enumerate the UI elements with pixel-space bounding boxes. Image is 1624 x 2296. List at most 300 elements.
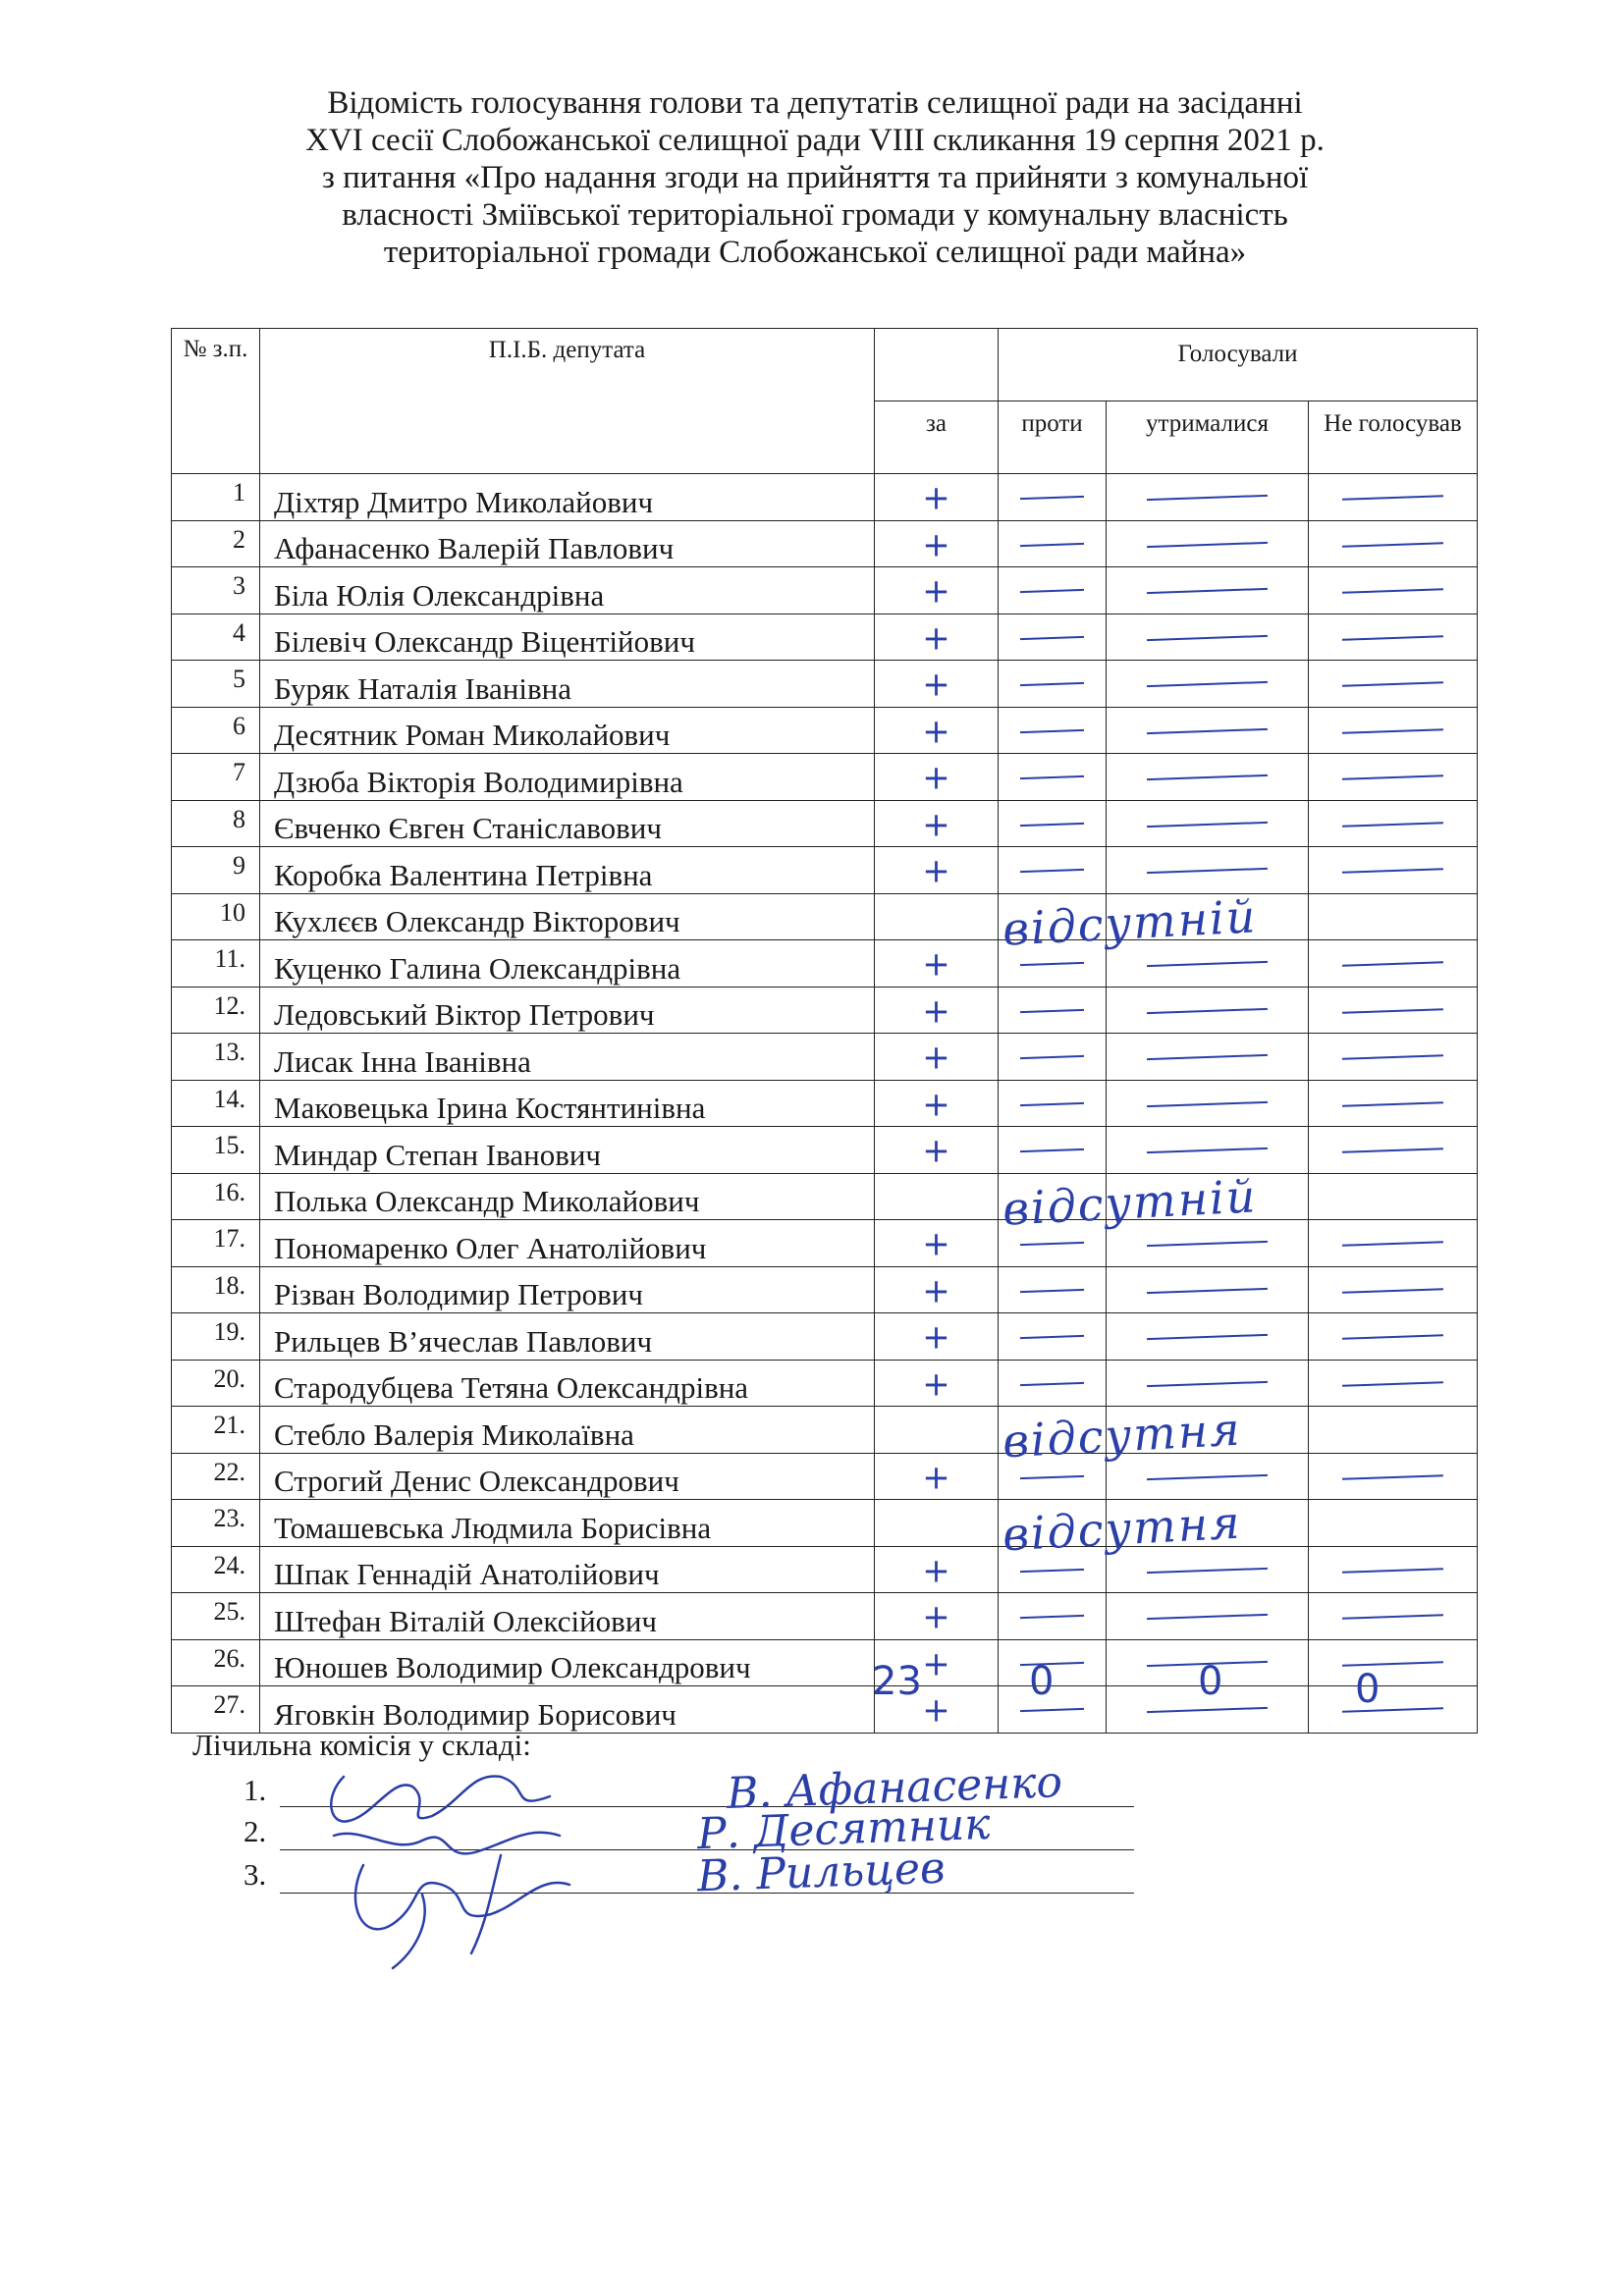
- row-number: 5: [172, 661, 260, 708]
- row-number: 6: [172, 707, 260, 754]
- row-number: 23.: [172, 1500, 260, 1547]
- deputy-row: [172, 987, 1478, 1034]
- header-not-voted: Не голосував: [1309, 401, 1478, 474]
- deputy-name: Коробка Валентина Петрівна: [260, 847, 875, 894]
- vote-cell-for: [875, 754, 999, 801]
- vote-cell-not-voted: [1309, 614, 1478, 661]
- vote-cell-for: [875, 847, 999, 894]
- vote-cell-abstained: [1107, 1407, 1309, 1454]
- row-number: 14.: [172, 1080, 260, 1127]
- vote-cell-not-voted: [1309, 1453, 1478, 1500]
- row-number: 8: [172, 800, 260, 847]
- vote-cell-abstained: [1107, 893, 1309, 940]
- member-number: 3.: [244, 1857, 267, 1892]
- header-name: П.І.Б. депутата: [260, 329, 875, 474]
- vote-cell-for: [875, 1266, 999, 1313]
- plus-mark-icon: +: [922, 851, 950, 891]
- dash-mark-icon: [1147, 1381, 1268, 1387]
- vote-cell-for: [875, 1034, 999, 1081]
- dash-mark-icon: [1147, 1148, 1268, 1153]
- dash-mark-icon: [1342, 681, 1443, 687]
- dash-mark-icon: [1147, 1568, 1268, 1574]
- deputy-row: [172, 1360, 1478, 1407]
- vote-cell-not-voted: [1309, 800, 1478, 847]
- vote-cell-against: [999, 1593, 1107, 1640]
- vote-cell-against: [999, 614, 1107, 661]
- dash-mark-icon: [1020, 1289, 1084, 1293]
- vote-cell-for: [875, 1220, 999, 1267]
- member-signature-name: В. Рильцев: [696, 1842, 947, 1902]
- row-number: 2: [172, 520, 260, 567]
- vote-cell-abstained: [1107, 474, 1309, 521]
- dash-mark-icon: [1020, 1242, 1084, 1246]
- total-for: 23: [872, 1659, 922, 1704]
- dash-mark-icon: [1020, 962, 1084, 966]
- row-number: 3: [172, 567, 260, 614]
- deputy-name: Томашевська Людмила Борисівна: [260, 1500, 875, 1547]
- vote-cell-for: [875, 1453, 999, 1500]
- vote-cell-not-voted: [1309, 1266, 1478, 1313]
- vote-cell-against: [999, 1220, 1107, 1267]
- title-line: територіальної громади Слобожанської селищної ради майна»: [383, 235, 1247, 270]
- dash-mark-icon: [1147, 961, 1268, 967]
- deputy-name: Штефан Віталій Олексійович: [260, 1593, 875, 1640]
- deputy-name: Куценко Галина Олександрівна: [260, 940, 875, 988]
- vote-cell-against: [999, 847, 1107, 894]
- dash-mark-icon: [1020, 1009, 1084, 1013]
- vote-cell-against: [999, 1453, 1107, 1500]
- dash-mark-icon: [1020, 1335, 1084, 1339]
- deputy-name: Різван Володимир Петрович: [260, 1266, 875, 1313]
- deputy-name: Кухлєєв Олександр Вікторович: [260, 893, 875, 940]
- deputy-row: [172, 1266, 1478, 1313]
- dash-mark-icon: [1020, 1055, 1084, 1059]
- vote-cell-abstained: [1107, 661, 1309, 708]
- vote-cell-abstained: [1107, 1220, 1309, 1267]
- dash-mark-icon: [1147, 822, 1268, 828]
- dash-mark-icon: [1342, 495, 1443, 501]
- vote-cell-against: [999, 1407, 1107, 1454]
- dash-mark-icon: [1342, 774, 1443, 780]
- row-number: 25.: [172, 1593, 260, 1640]
- deputy-name: Пономаренко Олег Анатолійович: [260, 1220, 875, 1267]
- vote-cell-not-voted: [1309, 1593, 1478, 1640]
- title-line: XVI сесії Слобожанської селищної ради VIII скликання 19 серпня 2021 р.: [305, 123, 1325, 158]
- vote-cell-not-voted: [1309, 1360, 1478, 1407]
- deputy-name: Юношев Володимир Олександрович: [260, 1639, 875, 1686]
- dash-mark-icon: [1342, 728, 1443, 734]
- row-number: 1: [172, 474, 260, 521]
- dash-mark-icon: [1147, 1241, 1268, 1247]
- absent-note: відсутня: [1001, 1495, 1243, 1562]
- vote-cell-not-voted: [1309, 1220, 1478, 1267]
- vote-cell-against: [999, 1127, 1107, 1174]
- row-number: 18.: [172, 1266, 260, 1313]
- commission-label: Лічильна комісія у складі:: [192, 1728, 531, 1762]
- row-number: 11.: [172, 940, 260, 988]
- vote-cell-against: [999, 707, 1107, 754]
- row-number: 27.: [172, 1686, 260, 1734]
- vote-cell-not-voted: [1309, 1407, 1478, 1454]
- vote-cell-not-voted: [1309, 1127, 1478, 1174]
- plus-mark-icon: +: [922, 1271, 950, 1311]
- vote-cell-for: [875, 888, 1259, 956]
- dash-mark-icon: [1147, 1707, 1268, 1713]
- vote-cell-abstained: [1107, 940, 1309, 988]
- vote-cell-for: [875, 1495, 1243, 1562]
- vote-cell-not-voted: [1309, 1313, 1478, 1361]
- vote-cell-abstained: [1107, 1127, 1309, 1174]
- vote-cell-abstained: [1107, 847, 1309, 894]
- vote-cell-not-voted: [1309, 567, 1478, 614]
- document-title: [177, 84, 1453, 271]
- deputy-name: Євченко Євген Станіславович: [260, 800, 875, 847]
- total-against: 0: [1029, 1659, 1055, 1704]
- header-spacer: [875, 329, 999, 401]
- plus-mark-icon: +: [922, 618, 950, 659]
- vote-cell-abstained: [1107, 1173, 1309, 1220]
- deputy-name: Маковецька Ірина Костянтинівна: [260, 1080, 875, 1127]
- vote-cell-for: [875, 800, 999, 847]
- plus-mark-icon: +: [922, 758, 950, 798]
- header-abstained: утрималися: [1107, 401, 1309, 474]
- plus-mark-icon: +: [922, 478, 950, 518]
- dash-mark-icon: [1147, 542, 1268, 548]
- vote-cell-abstained: [1107, 1080, 1309, 1127]
- vote-cell-for: [875, 1402, 1243, 1468]
- plus-mark-icon: +: [922, 1458, 950, 1498]
- vote-cell-abstained: [1107, 1034, 1309, 1081]
- dash-mark-icon: [1342, 1008, 1443, 1014]
- vote-cell-not-voted: [1309, 893, 1478, 940]
- dash-mark-icon: [1342, 1101, 1443, 1107]
- dash-mark-icon: [1020, 869, 1084, 873]
- total-abstained: 0: [1198, 1659, 1223, 1704]
- row-number: 20.: [172, 1360, 260, 1407]
- vote-cell-not-voted: [1309, 1500, 1478, 1547]
- deputy-row: [172, 1500, 1478, 1547]
- dash-mark-icon: [1147, 1101, 1268, 1107]
- dash-mark-icon: [1147, 1334, 1268, 1340]
- vote-cell-for: [875, 520, 999, 567]
- vote-cell-against: [999, 1034, 1107, 1081]
- vote-cell-against: [999, 474, 1107, 521]
- vote-cell-abstained: [1107, 520, 1309, 567]
- vote-cell-for: [875, 987, 999, 1034]
- plus-mark-icon: +: [922, 712, 950, 752]
- deputy-row: [172, 1593, 1478, 1640]
- vote-cell-for: [875, 1080, 999, 1127]
- dash-mark-icon: [1342, 1568, 1443, 1574]
- row-number: 19.: [172, 1313, 260, 1361]
- vote-cell-against: [999, 754, 1107, 801]
- vote-cell-against: [999, 1080, 1107, 1127]
- dash-mark-icon: [1342, 635, 1443, 641]
- deputy-row: [172, 520, 1478, 567]
- vote-cell-against: [999, 1266, 1107, 1313]
- dash-mark-icon: [1020, 823, 1084, 827]
- deputy-row: [172, 754, 1478, 801]
- plus-mark-icon: +: [922, 1690, 950, 1731]
- header-voted: Голосували: [999, 329, 1478, 401]
- vote-cell-for: [875, 1168, 1259, 1236]
- dash-mark-icon: [1020, 1475, 1084, 1479]
- dash-mark-icon: [1147, 1614, 1268, 1620]
- vote-cell-abstained: [1107, 1453, 1309, 1500]
- plus-mark-icon: +: [922, 1131, 950, 1171]
- deputy-name: Строгий Денис Олександрович: [260, 1453, 875, 1500]
- vote-cell-not-voted: [1309, 1686, 1478, 1734]
- vote-cell-abstained: [1107, 1313, 1309, 1361]
- deputy-name: Білевіч Олександр Віцентійович: [260, 614, 875, 661]
- dash-mark-icon: [1342, 1661, 1443, 1667]
- absent-note: відсутній: [1001, 1168, 1259, 1236]
- handwritten-signature-icon: [304, 1757, 619, 1983]
- deputy-row: [172, 1220, 1478, 1267]
- header-against: проти: [999, 401, 1107, 474]
- row-number: 10: [172, 893, 260, 940]
- vote-cell-for: [875, 940, 999, 988]
- vote-cell-for: [875, 1313, 999, 1361]
- deputy-row: [172, 614, 1478, 661]
- dash-mark-icon: [1342, 542, 1443, 548]
- vote-cell-not-voted: [1309, 847, 1478, 894]
- deputy-name: Діхтяр Дмитро Миколайович: [260, 474, 875, 521]
- vote-cell-not-voted: [1309, 1080, 1478, 1127]
- vote-cell-for: [875, 1593, 999, 1640]
- deputy-name: Лисак Інна Іванівна: [260, 1034, 875, 1081]
- plus-mark-icon: +: [922, 944, 950, 985]
- plus-mark-icon: +: [922, 1317, 950, 1358]
- vote-cell-for: [875, 474, 999, 521]
- deputy-row: [172, 940, 1478, 988]
- vote-cell-abstained: [1107, 987, 1309, 1034]
- vote-cell-against: [999, 567, 1107, 614]
- vote-cell-not-voted: [1309, 474, 1478, 521]
- voting-table: [171, 328, 1478, 1734]
- title-line: з питання «Про надання згоди на прийняття та прийняти з комунальної: [321, 160, 1309, 195]
- dash-mark-icon: [1020, 1102, 1084, 1106]
- dash-mark-icon: [1020, 589, 1084, 593]
- dash-mark-icon: [1147, 1474, 1268, 1480]
- dash-mark-icon: [1020, 1708, 1084, 1712]
- deputy-row: [172, 707, 1478, 754]
- vote-cell-against: [999, 1360, 1107, 1407]
- deputy-name: Десятник Роман Миколайович: [260, 707, 875, 754]
- vote-cell-not-voted: [1309, 1639, 1478, 1686]
- vote-cell-abstained: [1107, 614, 1309, 661]
- row-number: 15.: [172, 1127, 260, 1174]
- deputy-name: Стародубцева Тетяна Олександрівна: [260, 1360, 875, 1407]
- dash-mark-icon: [1020, 636, 1084, 640]
- vote-cell-abstained: [1107, 1266, 1309, 1313]
- vote-cell-for: [875, 1127, 999, 1174]
- dash-mark-icon: [1342, 868, 1443, 874]
- deputy-row: [172, 1453, 1478, 1500]
- deputy-row: [172, 1686, 1478, 1734]
- dash-mark-icon: [1342, 1474, 1443, 1480]
- deputy-name: Ледовський Віктор Петрович: [260, 987, 875, 1034]
- dash-mark-icon: [1147, 774, 1268, 780]
- vote-cell-for: [875, 1546, 999, 1593]
- vote-cell-not-voted: [1309, 1034, 1478, 1081]
- dash-mark-icon: [1147, 1288, 1268, 1294]
- dash-mark-icon: [1342, 961, 1443, 967]
- dash-mark-icon: [1342, 1241, 1443, 1247]
- row-number: 4: [172, 614, 260, 661]
- vote-cell-not-voted: [1309, 754, 1478, 801]
- deputy-name: Дзюба Вікторія Володимирівна: [260, 754, 875, 801]
- vote-cell-against: [999, 661, 1107, 708]
- deputy-name: Афанасенко Валерій Павлович: [260, 520, 875, 567]
- vote-cell-against: [999, 940, 1107, 988]
- member-signature-name: В. Афанасенко: [726, 1757, 1063, 1819]
- member-signature-name: Р. Десятник: [696, 1798, 992, 1860]
- vote-cell-for: [875, 707, 999, 754]
- plus-mark-icon: +: [922, 1597, 950, 1637]
- vote-cell-abstained: [1107, 800, 1309, 847]
- deputy-row: [172, 893, 1478, 940]
- dash-mark-icon: [1020, 682, 1084, 686]
- deputy-name: Миндар Степан Іванович: [260, 1127, 875, 1174]
- deputy-row: [172, 1313, 1478, 1361]
- dash-mark-icon: [1147, 635, 1268, 641]
- row-number: 12.: [172, 987, 260, 1034]
- vote-cell-not-voted: [1309, 707, 1478, 754]
- dash-mark-icon: [1020, 1148, 1084, 1152]
- vote-cell-against: [999, 1173, 1107, 1220]
- vote-cell-abstained: [1107, 1360, 1309, 1407]
- dash-mark-icon: [1147, 1054, 1268, 1060]
- row-number: 13.: [172, 1034, 260, 1081]
- vote-cell-against: [999, 1313, 1107, 1361]
- deputy-row: [172, 1173, 1478, 1220]
- dash-mark-icon: [1147, 588, 1268, 594]
- vote-cell-not-voted: [1309, 1546, 1478, 1593]
- dash-mark-icon: [1342, 1614, 1443, 1620]
- deputy-row: [172, 661, 1478, 708]
- vote-cell-abstained: [1107, 1546, 1309, 1593]
- member-number: 1.: [244, 1773, 267, 1807]
- dash-mark-icon: [1342, 1148, 1443, 1153]
- dash-mark-icon: [1342, 588, 1443, 594]
- vote-cell-for: [875, 1360, 999, 1407]
- vote-cell-for: [875, 567, 999, 614]
- deputy-row: [172, 1034, 1478, 1081]
- vote-cell-abstained: [1107, 1593, 1309, 1640]
- vote-cell-against: [999, 893, 1107, 940]
- plus-mark-icon: +: [922, 1038, 950, 1078]
- vote-cell-not-voted: [1309, 661, 1478, 708]
- member-number: 2.: [244, 1814, 267, 1848]
- plus-mark-icon: +: [922, 1224, 950, 1264]
- title-line: власності Зміївської територіальної громади у комунальну власність: [342, 197, 1288, 233]
- dash-mark-icon: [1020, 1569, 1084, 1573]
- dash-mark-icon: [1147, 681, 1268, 687]
- header-number: № з.п.: [172, 329, 260, 474]
- plus-mark-icon: +: [922, 991, 950, 1032]
- dash-mark-icon: [1020, 729, 1084, 733]
- plus-mark-icon: +: [922, 1085, 950, 1125]
- dash-mark-icon: [1147, 1008, 1268, 1014]
- dash-mark-icon: [1342, 1288, 1443, 1294]
- deputy-name: Буряк Наталія Іванівна: [260, 661, 875, 708]
- absent-note: відсутня: [1001, 1402, 1243, 1468]
- header-for: за: [875, 401, 999, 474]
- row-number: 17.: [172, 1220, 260, 1267]
- vote-cell-against: [999, 1500, 1107, 1547]
- plus-mark-icon: +: [922, 1364, 950, 1405]
- plus-mark-icon: +: [922, 571, 950, 612]
- row-number: 16.: [172, 1173, 260, 1220]
- deputy-row: [172, 1546, 1478, 1593]
- title-line: Відомість голосування голови та депутатів селищної ради на засіданні: [327, 85, 1303, 121]
- deputy-row: [172, 1080, 1478, 1127]
- row-number: 22.: [172, 1453, 260, 1500]
- dash-mark-icon: [1020, 775, 1084, 779]
- deputy-name: Полька Олександр Миколайович: [260, 1173, 875, 1220]
- dash-mark-icon: [1020, 1382, 1084, 1386]
- vote-cell-not-voted: [1309, 940, 1478, 988]
- dash-mark-icon: [1020, 543, 1084, 547]
- vote-cell-abstained: [1107, 567, 1309, 614]
- vote-cell-not-voted: [1309, 520, 1478, 567]
- row-number: 7: [172, 754, 260, 801]
- plus-mark-icon: +: [922, 805, 950, 845]
- row-number: 9: [172, 847, 260, 894]
- deputy-name: Шпак Геннадій Анатолійович: [260, 1546, 875, 1593]
- vote-cell-against: [999, 520, 1107, 567]
- dash-mark-icon: [1020, 496, 1084, 500]
- dash-mark-icon: [1342, 1381, 1443, 1387]
- deputy-name: Яговкін Володимир Борисович: [260, 1686, 875, 1734]
- vote-cell-against: [999, 1546, 1107, 1593]
- dash-mark-icon: [1342, 1334, 1443, 1340]
- deputy-row: [172, 800, 1478, 847]
- vote-cell-against: [999, 800, 1107, 847]
- deputy-row: [172, 567, 1478, 614]
- vote-cell-abstained: [1107, 754, 1309, 801]
- vote-cell-for: [875, 614, 999, 661]
- dash-mark-icon: [1147, 728, 1268, 734]
- deputy-name: Стебло Валерія Миколаївна: [260, 1407, 875, 1454]
- deputy-name: Рильцев В’ячеслав Павлович: [260, 1313, 875, 1361]
- vote-cell-against: [999, 987, 1107, 1034]
- dash-mark-icon: [1147, 868, 1268, 874]
- plus-mark-icon: +: [922, 665, 950, 705]
- vote-cell-abstained: [1107, 707, 1309, 754]
- plus-mark-icon: +: [922, 1551, 950, 1591]
- vote-cell-not-voted: [1309, 1173, 1478, 1220]
- dash-mark-icon: [1147, 495, 1268, 501]
- dash-mark-icon: [1342, 1054, 1443, 1060]
- absent-note: відсутній: [1001, 888, 1259, 956]
- plus-mark-icon: +: [922, 525, 950, 565]
- total-not-voted: 0: [1355, 1667, 1380, 1712]
- vote-cell-not-voted: [1309, 987, 1478, 1034]
- vote-cell-abstained: [1107, 1500, 1309, 1547]
- deputy-row: [172, 847, 1478, 894]
- plus-mark-icon: +: [922, 1644, 950, 1684]
- deputy-row: [172, 474, 1478, 521]
- dash-mark-icon: [1020, 1615, 1084, 1619]
- row-number: 26.: [172, 1639, 260, 1686]
- vote-cell-for: [875, 661, 999, 708]
- row-number: 21.: [172, 1407, 260, 1454]
- dash-mark-icon: [1342, 822, 1443, 828]
- deputy-row: [172, 1639, 1478, 1686]
- deputy-name: Біла Юлія Олександрівна: [260, 567, 875, 614]
